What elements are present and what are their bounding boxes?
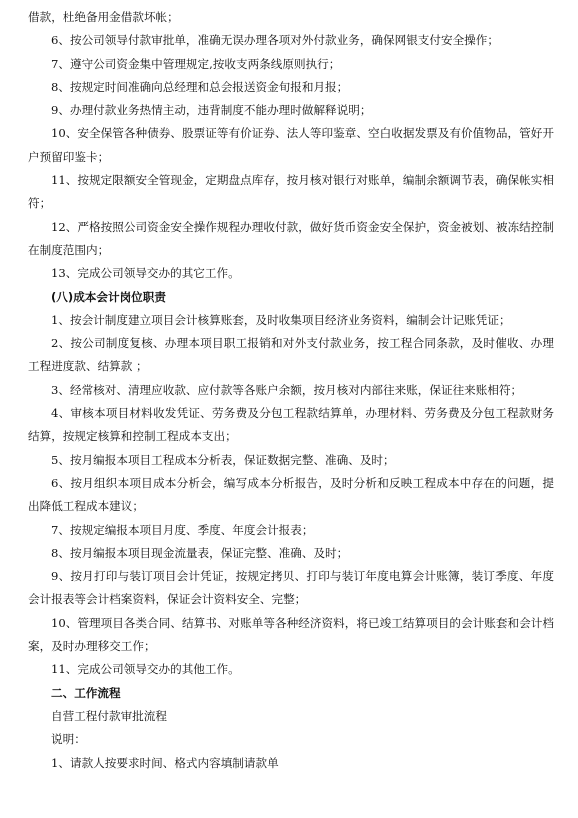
workflow-title: 自营工程付款审批流程 (51, 708, 167, 723)
paragraph-cost-item-5: 5、按月编报本项目工程成本分析表，保证数据完整、准确、及时； (51, 452, 395, 467)
paragraph-cost-item-9: 9、按月打印与装订项目会计凭证，按规定拷贝、打印与装订年度电算会计账簿，装订季度、年度会计报表等会计档案资料，保证会计资料安全、完整； (28, 569, 554, 607)
paragraph-cashier-item-6: 6、按公司领导付款审批单，准确无误办理各项对外付款业务，确保网银支付安全操作； (51, 33, 499, 48)
paragraph-cost-item-2: 2、按公司制度复核、办理本项目职工报销和对外支付款业务，按工程合同条款，及时催收、办理工程进度款、结算款 ； (28, 336, 554, 374)
paragraph-cost-item-1: 1、按会计制度建立项目会计核算账套，及时收集项目经济业务资料，编制会计记账凭证； (51, 312, 511, 327)
paragraph-cost-item-11: 11、完成公司领导交办的其他工作。 (51, 662, 240, 677)
paragraph-cashier-item-9: 9、办理付款业务热情主动，违背制度不能办理时做解释说明； (51, 103, 372, 118)
paragraph-cost-item-10: 10、管理项目各类合同、结算书、对账单等各种经济资料，将已竣工结算项目的会计账套和会计档案，及时办理移交工作； (28, 615, 554, 654)
paragraph-cost-item-3: 3、经常核对、清理应收款、应付款等各账户余额，按月核对内部往来账，保证往来账相符； (51, 382, 523, 397)
section-heading-cost-accountant: (八)成本会计岗位职责 (51, 289, 166, 304)
paragraph-cost-item-7: 7、按规定编报本项目月度、季度、年度会计报表； (51, 522, 314, 537)
paragraph-cost-item-8: 8、按月编报本项目现金流量表，保证完整、准确、及时； (51, 545, 349, 560)
paragraph-cashier-item-11: 11、按规定限额安全管现金，定期盘点库存，按月核对银行对账单，编制余额调节表，确保帐实相符； (28, 173, 554, 211)
section-heading-workflow: 二、工作流程 (51, 685, 121, 700)
paragraph-cashier-item-12: 12、严格按照公司资金安全操作规程办理收付款，做好货币资金安全保护，资金被划、被冻结控制在制度范围内； (28, 219, 554, 257)
paragraph-cashier-item-7: 7、遵守公司资金集中管理规定,按收支两条线原则执行； (51, 56, 341, 71)
paragraph-cashier-tail-0: 借款，杜绝备用金借款坏帐； (28, 10, 179, 24)
paragraph-flow-item-1: 1、请款人按要求时间、格式内容填制请款单 (51, 755, 279, 770)
note-label: 说明： (51, 732, 86, 747)
paragraph-cost-item-4: 4、审核本项目材料收发凭证、劳务费及分包工程款结算单，办理材料、劳务费及分包工程款财务结算，按规定核算和控制工程成本支出； (28, 406, 554, 444)
paragraph-cashier-item-8: 8、按规定时间准确向总经理和总会报送资金旬报和月报； (51, 79, 349, 94)
paragraph-cost-item-6: 6、按月组织本项目成本分析会，编写成本分析报告，及时分析和反映工程成本中存在的问题，提出降低工程成本建议； (28, 475, 554, 514)
paragraph-cashier-item-10: 10、安全保管各种债券、股票证等有价证券、法人等印鉴章、空白收据发票及有价值物品，管好开户预留印鉴卡； (28, 126, 554, 164)
paragraph-cashier-item-13: 13、完成公司领导交办的其它工作。 (51, 266, 240, 281)
